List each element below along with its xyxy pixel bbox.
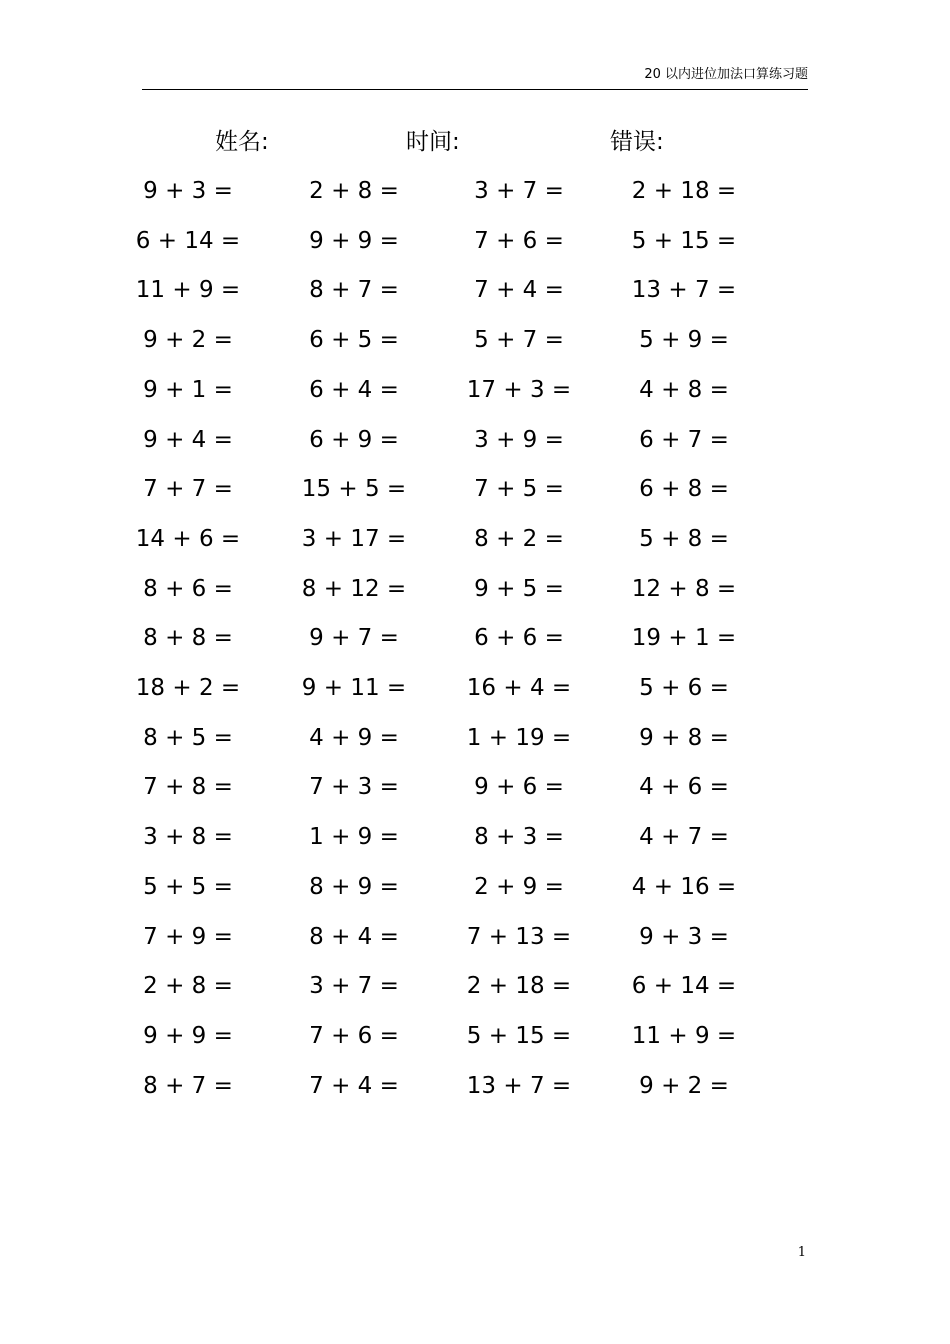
problem-item: 7 + 5 = [474,476,564,503]
problem-item: 1 + 19 = [466,724,572,751]
problem-item: 6 + 7 = [639,426,729,453]
problem-item: 9 + 5 = [474,575,564,602]
problem-item: 9 + 3 = [639,923,729,950]
problem-item: 2 + 18 = [631,178,737,204]
problem-item: 7 + 4 = [309,1072,399,1099]
problem-item: 9 + 9 = [309,227,399,254]
name-label: 姓名: [215,129,269,155]
problem-item: 8 + 6 = [143,575,233,602]
problem-item: 5 + 9 = [639,327,729,354]
problem-item: 9 + 2 = [639,1072,729,1099]
problem-item: 8 + 5 = [143,724,233,751]
problem-item: 5 + 6 = [639,675,729,701]
header-divider [142,89,808,90]
problem-item: 9 + 4 = [143,426,233,453]
problem-item: 13 + 7 = [631,277,737,304]
problem-item: 7 + 9 = [143,923,233,950]
problem-item: 3 + 17 = [301,525,407,552]
problem-item: 5 + 8 = [639,525,729,552]
problem-item: 3 + 8 = [143,824,233,851]
problem-item: 8 + 7 = [143,1072,233,1099]
page-header-title: 20 以内进位加法口算练习题 [644,67,808,82]
problem-item: 3 + 7 = [309,973,399,1000]
problem-item: 4 + 16 = [631,873,737,900]
problem-item: 12 + 8 = [631,575,737,602]
problem-item: 3 + 9 = [474,426,564,453]
problem-item: 1 + 9 = [309,824,399,851]
problem-item: 19 + 1 = [631,625,737,652]
problem-item: 8 + 7 = [309,277,399,304]
problem-item: 6 + 5 = [309,327,399,354]
problem-item: 9 + 1 = [143,376,233,403]
page-number: 1 [797,1245,806,1260]
problem-item: 7 + 13 = [466,923,572,950]
problem-item: 4 + 7 = [639,824,729,851]
problem-item: 9 + 9 = [143,1022,233,1049]
problem-item: 6 + 9 = [309,426,399,453]
problem-item: 2 + 8 = [309,178,399,204]
problem-item: 8 + 4 = [309,923,399,950]
problem-item: 2 + 8 = [143,973,233,1000]
problem-item: 6 + 14 = [135,227,241,254]
problem-item: 17 + 3 = [466,376,572,403]
problem-item: 7 + 4 = [474,277,564,304]
problem-item: 9 + 7 = [309,625,399,652]
problem-item: 5 + 5 = [143,873,233,900]
problem-item: 9 + 2 = [143,327,233,354]
problem-item: 7 + 7 = [143,476,233,503]
time-label: 时间: [406,129,460,155]
problem-item: 8 + 12 = [301,575,407,602]
problem-item: 7 + 8 = [143,774,233,801]
problem-item: 8 + 2 = [474,525,564,552]
problem-item: 2 + 18 = [466,973,572,1000]
problem-item: 18 + 2 = [135,675,241,701]
problem-item: 7 + 3 = [309,774,399,801]
problem-item: 9 + 8 = [639,724,729,751]
problem-item: 11 + 9 = [135,277,241,304]
problem-item: 16 + 4 = [466,675,572,701]
problem-item: 9 + 6 = [474,774,564,801]
problem-item: 4 + 8 = [639,376,729,403]
problem-item: 14 + 6 = [135,525,241,552]
problem-item: 13 + 7 = [466,1072,572,1099]
errors-label: 错误: [610,129,664,155]
problem-item: 6 + 4 = [309,376,399,403]
problem-item: 7 + 6 = [474,227,564,254]
problem-item: 15 + 5 = [301,476,407,503]
problem-item: 8 + 8 = [143,625,233,652]
problem-item: 5 + 7 = [474,327,564,354]
problem-item: 9 + 11 = [301,675,407,701]
problem-item: 2 + 9 = [474,873,564,900]
problem-item: 8 + 3 = [474,824,564,851]
problem-item: 7 + 6 = [309,1022,399,1049]
problem-item: 8 + 9 = [309,873,399,900]
problem-item: 5 + 15 = [466,1022,572,1049]
problem-item: 4 + 6 = [639,774,729,801]
problem-item: 5 + 15 = [631,227,737,254]
problem-item: 6 + 8 = [639,476,729,503]
problem-item: 3 + 7 = [474,178,564,204]
problem-item: 9 + 3 = [143,178,233,204]
problem-item: 11 + 9 = [631,1022,737,1049]
problem-item: 4 + 9 = [309,724,399,751]
problem-item: 6 + 6 = [474,625,564,652]
problem-item: 6 + 14 = [631,973,737,1000]
